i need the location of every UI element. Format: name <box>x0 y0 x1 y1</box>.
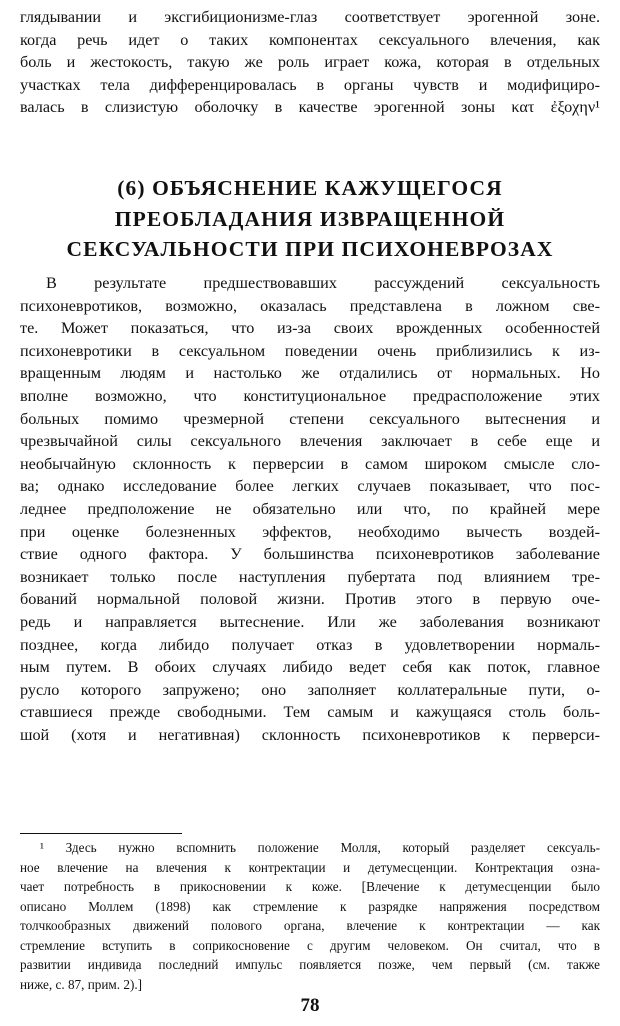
section-heading <box>48 173 572 265</box>
text-line: глядывании и эксгибиционизме-глаз соответствует эрогенной зоне. <box>20 8 600 26</box>
footnote-line: развитии индивида последний импульс появляется позже, чем первый (см. также <box>20 957 600 972</box>
footnote-line: ¹ Здесь нужно вспомнить положение Молля, который разделяет сексуаль- <box>40 840 600 855</box>
text-line: необычайную склонность к перверсии в самом широком смысле сло- <box>20 454 600 473</box>
intro-paragraph <box>20 6 600 119</box>
text-line: шой (хотя и негативная) склонность психоневротиков к перверси- <box>20 725 600 744</box>
text-line: ствие одного фактора. У большинства психоневротиков заболевание <box>20 545 600 564</box>
text-line: валась в слизистую оболочку в качестве эрогенной зоны κατ ἐξοχην¹ <box>20 98 600 117</box>
footnote-line: толчкообразных движений полового органа, влечение к контректации — как <box>20 918 600 933</box>
text-line: те. Может показаться, что из-за своих врожденных особенностей <box>20 319 600 338</box>
text-line: вполне возможно, что конституциональное предрасположение этих <box>20 386 600 405</box>
text-line: леднее предположение не обязательно или что, по крайней мере <box>20 499 600 518</box>
text-line: чрезвычайной силы сексуального влечения заключает в себе еще и <box>20 432 600 451</box>
heading-line: СЕКСУАЛЬНОСТИ ПРИ ПСИХОНЕВРОЗАХ <box>66 237 554 261</box>
text-line: русло которого запружено; оно заполняет коллатеральные пути, о- <box>20 680 600 699</box>
heading-line: (6) ОБЪЯСНЕНИЕ КАЖУЩЕГОСЯ <box>117 176 503 200</box>
text-line: позднее, когда либидо получает отказ в удовлетворении нормаль- <box>20 635 600 654</box>
text-line: участках тела дифференцировалась в органы чувств и модифициро- <box>20 75 600 94</box>
text-line: вращенным людям и настолько же отдалились от нормальных. Но <box>20 364 600 383</box>
page-number: 78 <box>300 995 320 1016</box>
footnote-line: чает потребность в прикосновении к коже. [Влечение к детумесценции было <box>20 879 600 894</box>
text-line: бований нормальной половой жизни. Против этого в первую оче- <box>20 590 600 609</box>
text-line: боль и жестокость, такую же роль играет кожа, которая в отдельных <box>20 53 600 72</box>
footnote-divider <box>20 833 182 834</box>
text-line: психоневротики в сексуальном поведении очень приблизились к из- <box>20 341 600 360</box>
text-line: редь и направляется вытеснение. Или же заболевания возникают <box>20 612 600 631</box>
heading-line: ПРЕОБЛАДАНИЯ ИЗВРАЩЕННОЙ <box>114 206 506 231</box>
text-line: психоневротиков, возможно, оказалась представлена в ложном све- <box>20 296 600 315</box>
text-line: больных помимо чрезмерной степени сексуального вытеснения и <box>20 409 600 428</box>
footnote <box>20 838 600 994</box>
body-paragraph <box>20 272 600 746</box>
text-line: ным путем. В обоих случаях либидо ведет себя как поток, главное <box>20 658 600 677</box>
text-line: при оценке болезненных эффектов, необходимо вычесть воздей- <box>20 522 600 541</box>
text-line: ва; однако исследование более легких случаев показывает, что пос- <box>20 477 600 496</box>
footnote-line: ниже, с. 87, прим. 2).] <box>20 976 143 992</box>
footnote-line: стремление вступить в соприкосновение с другим человеком. Он считал, что в <box>20 937 600 953</box>
text-line: возникает только после наступления пубертата под влиянием тре- <box>20 567 600 586</box>
text-line: ставшиеся прежде свободными. Тем самым и кажущаяся столь боль- <box>20 703 600 722</box>
text-line: когда речь идет о таких компонентах сексуального влечения, как <box>20 30 600 49</box>
text-line: В результате предшествовавших рассуждений сексуальность <box>46 274 600 292</box>
footnote-line: ное влечение на влечения к контректации и детумесценции. Контректация озна- <box>20 859 600 875</box>
footnote-line: описано Моллем (1898) как стремление к разрядке напряжения посредством <box>20 898 600 914</box>
